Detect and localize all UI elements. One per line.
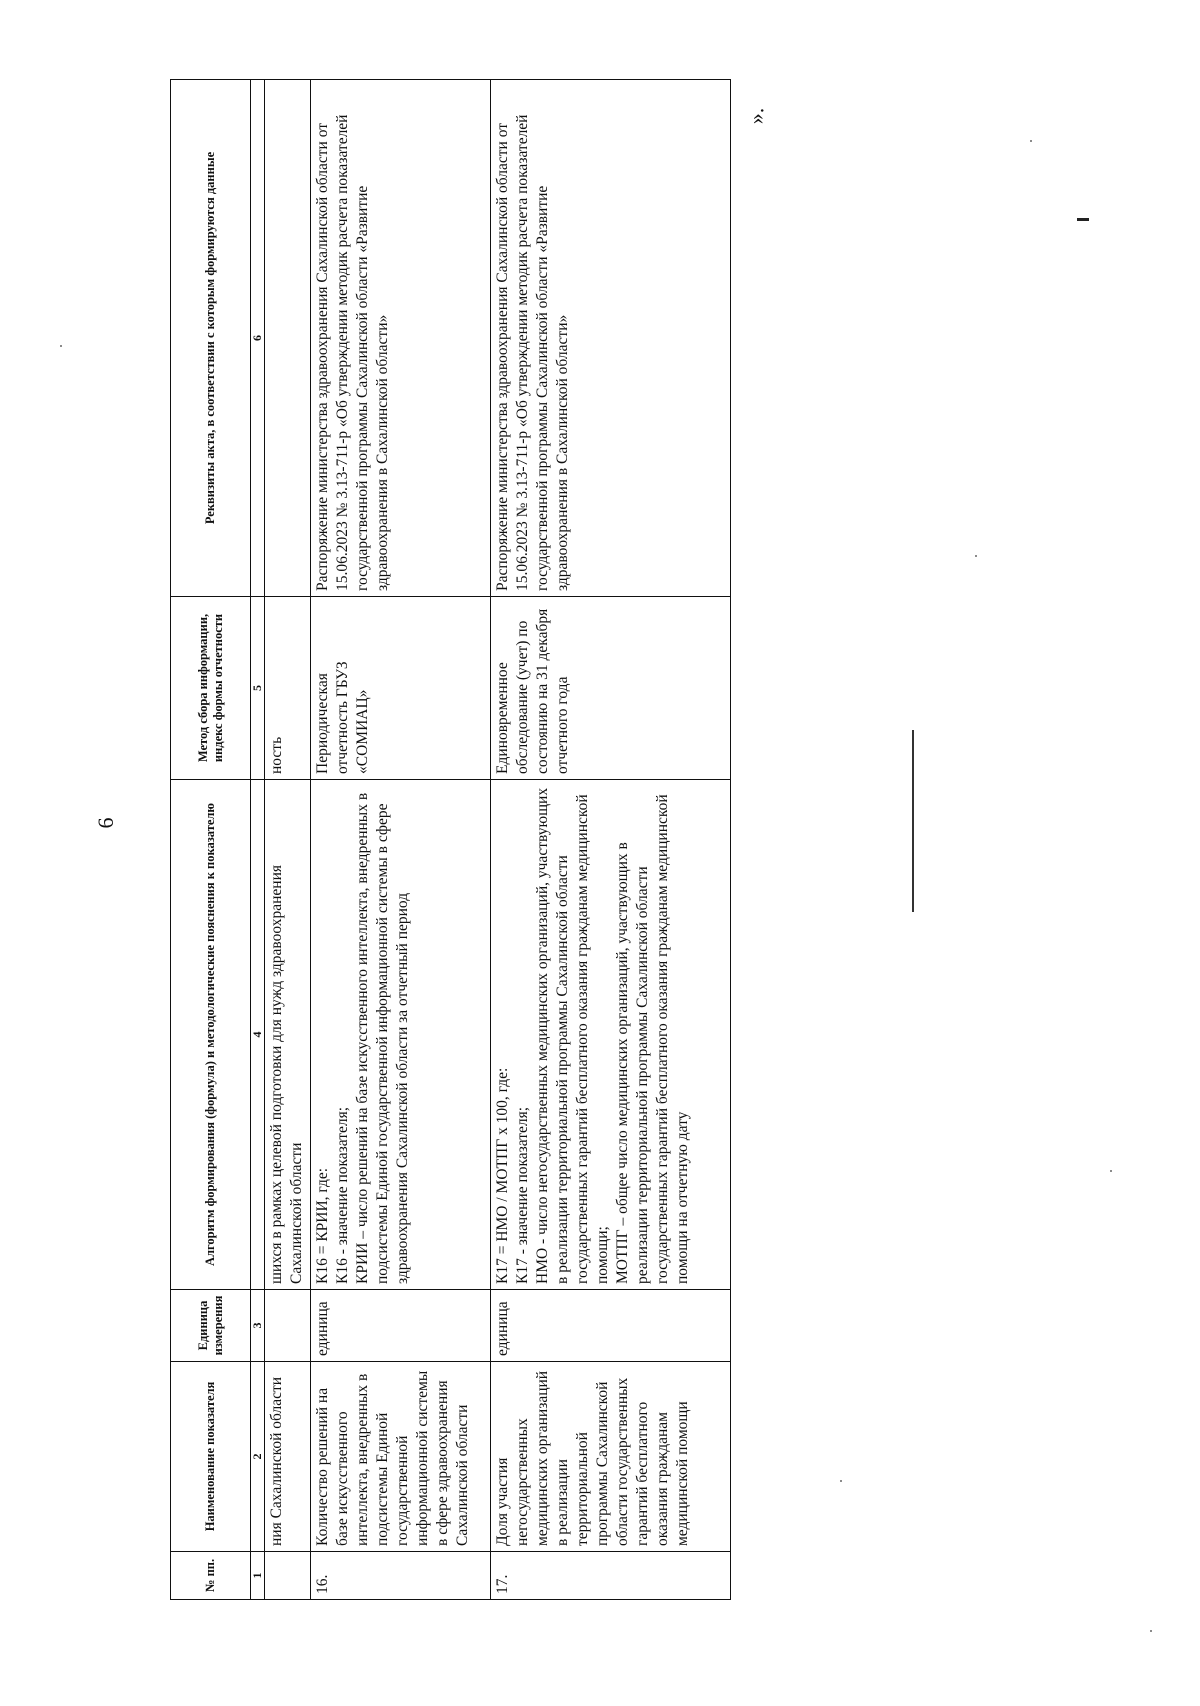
rotated-table-container: [170, 80, 730, 1600]
indicator-name: Количество решений на базе искусственного интеллекта, внедренных в подсистемы Единой государственной информационной системы в сфере здравоохранения Сахалинской области: [311, 1362, 491, 1552]
row-number: 17.: [491, 1552, 731, 1600]
scan-speck: [840, 1480, 842, 1482]
unit: единица: [491, 1290, 731, 1362]
column-number: 2: [251, 1362, 265, 1552]
header-num: № пп.: [171, 1552, 251, 1600]
header-algorithm: Алгоритм формирования (формула) и методологические пояснения к показателю: [171, 780, 251, 1290]
method: Периодическая отчетность ГБУЗ «СОМИАЦ»: [311, 597, 491, 780]
header-unit: Единица измерения: [171, 1290, 251, 1362]
column-number: 4: [251, 780, 265, 1290]
scan-speck: [1150, 1630, 1152, 1632]
scan-speck: [975, 555, 977, 557]
scan-line-artifact: [912, 730, 914, 912]
row-number: [265, 1552, 311, 1600]
column-number-row: [251, 80, 265, 1600]
algorithm: шихся в рамках целевой подготовки для нужд здравоохранения Сахалинской области: [265, 780, 311, 1290]
act-details: [265, 80, 311, 597]
closing-quote-mark: ».: [743, 107, 769, 125]
row-number: 16.: [311, 1552, 491, 1600]
indicator-name: ния Сахалинской области: [265, 1362, 311, 1552]
table-row: [311, 80, 491, 1600]
scan-speck: [1110, 1170, 1112, 1172]
column-number: 6: [251, 80, 265, 597]
header-name: Наименование показателя: [171, 1362, 251, 1552]
page-number: 6: [93, 817, 118, 829]
column-number: 1: [251, 1552, 265, 1600]
indicator-name: Доля участия негосударственных медицинских организаций в реализации территориальной программы Сахалинской области государственных гарантий бесплатного оказания гражданам медицинской помощи: [491, 1362, 731, 1552]
header-method: Метод сбора информации, индекс формы отчетности: [171, 597, 251, 780]
scan-speck: [1030, 140, 1032, 142]
method: ность: [265, 597, 311, 780]
act-details: Распоряжение министерства здравоохранения Сахалинской области от 15.06.2023 № 3.13-711-р «Об утверждении методик расчета показателей государственной программы Сахалинской области «Развитие здравоохранения в Сахалинской области»: [311, 80, 491, 597]
scan-dash-artifact: [1077, 218, 1089, 221]
algorithm: К16 = КРИИ, где: К16 - значение показателя; КРИИ – число решений на базе искусственного интеллекта, внедренных в подсистемы Единой государственной информационной системы в сфере здравоохранения Сахалинской области за отчетный период: [311, 780, 491, 1290]
header-act: Реквизиты акта, в соответствии с которым формируются данные: [171, 80, 251, 597]
scan-speck: [60, 345, 62, 347]
unit: единица: [311, 1290, 491, 1362]
act-details: Распоряжение министерства здравоохранения Сахалинской области от 15.06.2023 № 3.13-711-р «Об утверждении методик расчета показателей государственной программы Сахалинской области «Развитие здравоохранения в Сахалинской области»: [491, 80, 731, 597]
column-number: 5: [251, 597, 265, 780]
column-number: 3: [251, 1290, 265, 1362]
algorithm: К17 = НМО / МОТПГ х 100, где: К17 - значение показателя; НМО - число негосударственных медицинских организаций, участвующих в реализации территориальной программы Сахалинской области государственных гарантий бесплатного оказания гражданам медицинской помощи; МОТПГ – общее число медицинских организаций, участвующих в реализации территориальной программы Сахалинской области государственных гарантий бесплатного оказания гражданам медицинской помощи на отчетную дату: [491, 780, 731, 1290]
unit: [265, 1290, 311, 1362]
table-header-row: [171, 80, 251, 1600]
method: Единовременное обследование (учет) по состоянию на 31 декабря отчетного года: [491, 597, 731, 780]
table-row: [265, 80, 311, 1600]
table-row: [491, 80, 731, 1600]
indicators-table: [170, 79, 731, 1600]
